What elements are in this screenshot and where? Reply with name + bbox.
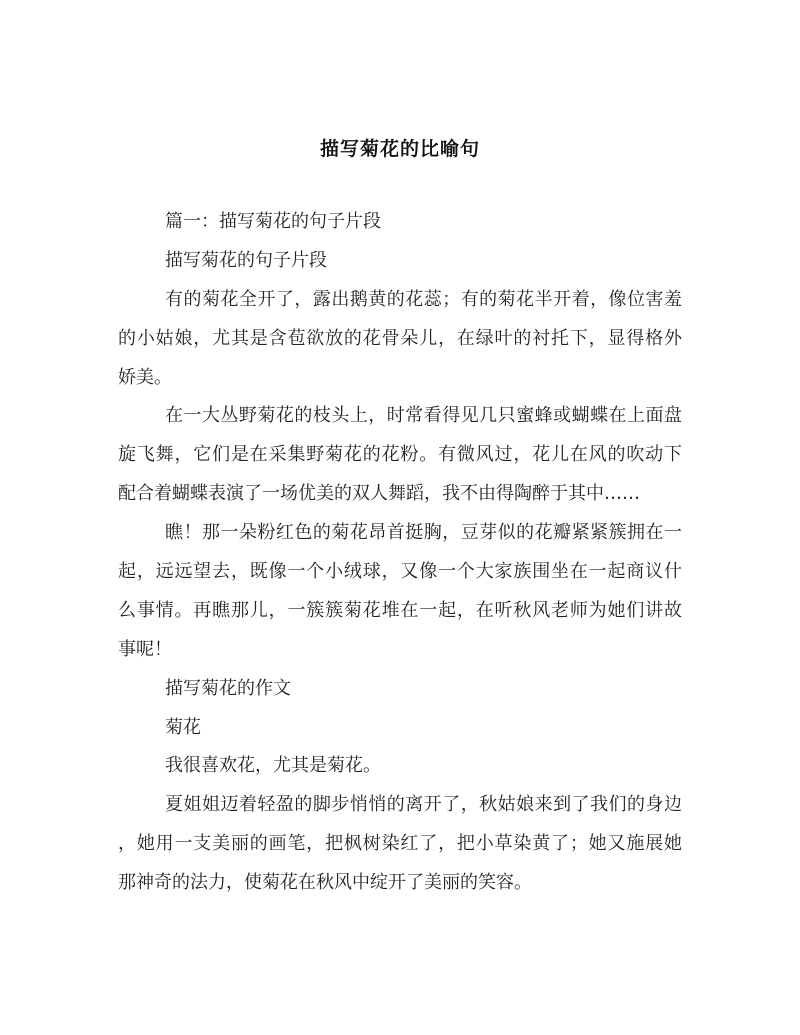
text-line: 描写菊花的作文 <box>165 677 291 699</box>
text-line: 在一大丛野菊花的枝头上，时常看得见几只蜜蜂或蝴蝶在上面盘 <box>165 405 682 427</box>
text-line: 那神奇的法力，使菊花在秋风中绽开了美丽的笑容。 <box>118 872 532 894</box>
text-line: 起，远远望去，既像一个小绒球，又像一个大家族围坐在一起商议什 <box>118 561 682 583</box>
document-title: 描写菊花的比喻句 <box>319 138 480 160</box>
paragraph <box>118 752 682 791</box>
text-line: 事呢！ <box>118 638 172 660</box>
text-line: 菊花 <box>165 716 201 738</box>
text-line: 配合着蝴蝶表演了一场优美的双人舞蹈，我不由得陶醉于其中…… <box>118 483 640 505</box>
paragraph <box>118 714 682 753</box>
text-line: 旋飞舞，它们是在采集野菊花的花粉。有微风过，花儿在风的吹动下 <box>118 444 682 466</box>
text-line: 么事情。再瞧那儿，一簇簇菊花堆在一起，在听秋风老师为她们讲故 <box>118 599 682 621</box>
text-line: 的小姑娘，尤其是含苞欲放的花骨朵儿，在绿叶的衬托下，显得格外 <box>118 327 682 349</box>
paragraph <box>118 208 682 247</box>
paragraph <box>118 791 682 908</box>
document-body <box>118 208 682 908</box>
text-line: 描写菊花的句子片段 <box>165 249 327 271</box>
text-line: 夏姐姐迈着轻盈的脚步悄悄的离开了，秋姑娘来到了我们的身边 <box>165 794 682 816</box>
text-line: 有的菊花全开了，露出鹅黄的花蕊；有的菊花半开着，像位害羞 <box>165 288 682 310</box>
paragraph <box>118 247 682 286</box>
text-line: 娇美。 <box>118 366 172 388</box>
paragraph <box>118 519 682 675</box>
text-line: 瞧！那一朵粉红色的菊花昂首挺胸，豆芽似的花瓣紧紧簇拥在一 <box>165 522 682 544</box>
text-line: 篇一：描写菊花的句子片段 <box>165 211 381 232</box>
text-line: 我很喜欢花，尤其是菊花。 <box>165 755 381 777</box>
paragraph <box>118 402 682 519</box>
text-line: ，她用一支美丽的画笔，把枫树染红了，把小草染黄了；她又施展她 <box>118 833 682 855</box>
paragraph <box>118 286 682 403</box>
paragraph <box>118 675 682 714</box>
